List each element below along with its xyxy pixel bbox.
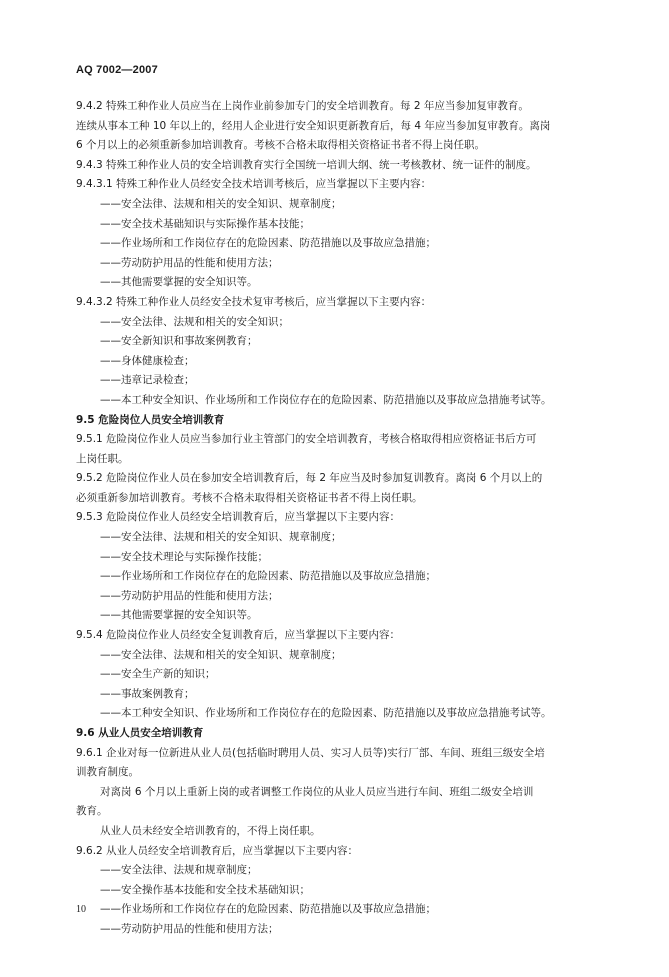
text-line: 训教育制度。 [76,766,139,779]
list-item: ——劳动防护用品的性能和使用方法； [100,922,279,935]
text-line: 9.4.3.1 特殊工种作业人员经安全技术培训考核后，应当掌握以下主要内容： [76,178,432,191]
section-heading: 9.6 从业人员安全培训教育 [76,727,204,739]
list-item: ——安全法律、法规和相关的安全知识、规章制度； [100,648,342,661]
document-body [76,97,611,940]
text-line: 6 个月以上的必须重新参加培训教育。考核不合格未取得相关资格证书者不得上岗任职。 [76,139,486,152]
list-item: ——安全操作基本技能和安全技术基础知识； [100,883,310,896]
list-item: ——安全法律、法规和相关的安全知识、规章制度； [100,531,342,544]
text-line: 9.6.2 从业人员经安全培训教育后，应当掌握以下主要内容： [76,844,359,857]
list-item: ——安全生产新的知识； [100,668,216,681]
list-item: ——安全技术理论与实际操作技能； [100,550,268,563]
list-item: ——作业场所和工作岗位存在的危险因素、防范措施以及事故应急措施； [100,237,436,250]
list-item: ——身体健康检查； [100,354,195,367]
section-heading: 9.5 危险岗位人员安全培训教育 [76,413,225,426]
list-item: ——安全法律、法规和相关的安全知识、规章制度； [100,197,342,210]
list-item: ——违章记录检查； [100,374,195,387]
list-item: ——事故案例教育； [100,687,195,700]
list-item: ——安全新知识和事故案例教育； [100,335,258,348]
list-item: ——劳动防护用品的性能和使用方法； [100,256,279,269]
text-line: 教育。 [76,805,108,818]
list-item: ——安全法律、法规和相关的安全知识； [100,315,289,328]
text-line: 上岗任职。 [76,452,129,465]
text-line: 9.5.1 危险岗位作业人员应当参加行业主管部门的安全培训教育，考核合格取得相应资格证书后方可 [76,433,537,446]
text-line: 必须重新参加培训教育。考核不合格未取得相关资格证书者不得上岗任职。 [76,491,423,504]
list-item: ——本工种安全知识、作业场所和工作岗位存在的危险因素、防范措施以及事故应急措施考试等。 [100,707,552,720]
text-line: 9.4.2 特殊工种作业人员应当在上岗作业前参加专门的安全培训教育。每 2 年应当参加复审教育。 [76,100,529,112]
list-item: ——其他需要掌握的安全知识等。 [100,276,258,289]
text-line: 9.5.2 危险岗位作业人员在参加安全培训教育后，每 2 年应当及时参加复训教育。离岗 6 个月以上的 [76,472,543,485]
list-item: ——作业场所和工作岗位存在的危险因素、防范措施以及事故应急措施； [100,903,436,916]
text-line: 9.6.1 企业对每一位新进从业人员(包括临时聘用人员、实习人员等)实行厂部、车间、班组三级安全培 [76,746,545,759]
text-line: 9.5.3 危险岗位作业人员经安全培训教育后，应当掌握以下主要内容： [76,511,401,524]
page-number: 10 [76,904,86,915]
text-line: 9.5.4 危险岗位作业人员经安全复训教育后，应当掌握以下主要内容： [76,629,401,642]
text-line: 9.4.3 特殊工种作业人员的安全培训教育实行全国统一培训大纲、统一考核教材、统一证件的制度。 [76,158,537,171]
text-line: 连续从事本工种 10 年以上的，经用人企业进行安全知识更新教育后，每 4 年应当参加复审教育。离岗 [76,119,551,132]
list-item: ——作业场所和工作岗位存在的危险因素、防范措施以及事故应急措施； [100,570,436,583]
list-item: ——安全技术基础知识与实际操作基本技能； [100,217,310,230]
text-line: 对离岗 6 个月以上重新上岗的或者调整工作岗位的从业人员应当进行车间、班组二级安全培训 [100,785,534,798]
list-item: ——本工种安全知识、作业场所和工作岗位存在的危险因素、防范措施以及事故应急措施考试等。 [100,393,552,406]
list-item: ——劳动防护用品的性能和使用方法； [100,589,279,602]
text-line: 9.4.3.2 特殊工种作业人员经安全技术复审考核后，应当掌握以下主要内容： [76,295,432,308]
list-item: ——安全法律、法规和规章制度； [100,864,258,877]
document-header: AQ 7002—2007 [76,64,158,76]
text-line: 从业人员未经安全培训教育的，不得上岗任职。 [100,824,321,837]
list-item: ——其他需要掌握的安全知识等。 [100,609,258,622]
